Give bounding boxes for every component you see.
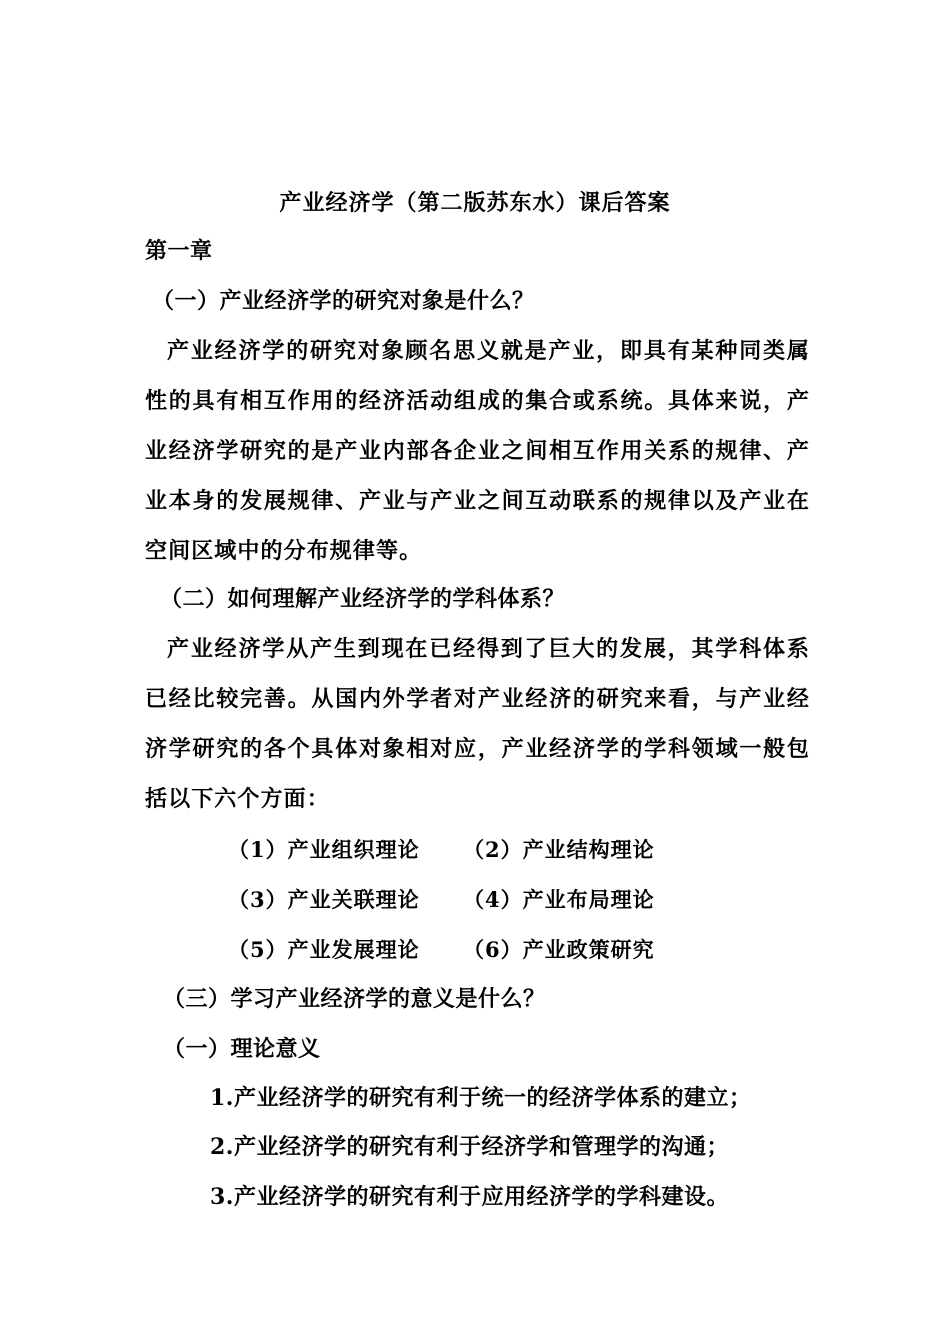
document-title: 产业经济学（第二版苏东水）课后答案 [279, 190, 671, 216]
question-2-answer: 产业经济学从产生到现在已经得到了巨大的发展，其学科体系已经比较完善。从国内外学者对产业经济的研究来看，与产业经济学研究的各个具体对象相对应，产业经济学的学科领域一般包括以下六个方面： [145, 636, 810, 812]
question-2-heading: （二）如何理解产业经济学的学科体系？ [160, 586, 566, 612]
field-item: （5）产业发展理论 [228, 937, 420, 962]
question-1-heading: （一）产业经济学的研究对象是什么？ [152, 288, 535, 314]
question-1-answer: 产业经济学的研究对象顾名思义就是产业，即具有某种同类属性的具有相互作用的经济活动组成的集合或系统。具体来说，产业经济学研究的是产业内部各企业之间相互作用关系的规律、产业本身的发展规律、产业与产业之间互动联系的规律以及产业在空间区域中的分布规律等。 [145, 338, 810, 564]
field-item: （3）产业关联理论 [228, 887, 420, 912]
significance-point: 2.产业经济学的研究有利于经济学和管理学的沟通； [210, 1134, 729, 1160]
question-3-heading: （三）学习产业经济学的意义是什么？ [163, 986, 546, 1012]
field-item: （4）产业布局理论 [463, 887, 655, 912]
field-item: （1）产业组织理论 [228, 837, 420, 862]
significance-point: 3.产业经济学的研究有利于应用经济学的学科建设。 [210, 1184, 729, 1210]
significance-point: 1.产业经济学的研究有利于统一的经济学体系的建立； [210, 1085, 752, 1111]
theory-significance-heading: （一）理论意义 [163, 1036, 321, 1062]
chapter-heading: 第一章 [145, 238, 213, 264]
field-item: （2）产业结构理论 [463, 837, 655, 862]
field-item: （6）产业政策研究 [463, 937, 655, 962]
